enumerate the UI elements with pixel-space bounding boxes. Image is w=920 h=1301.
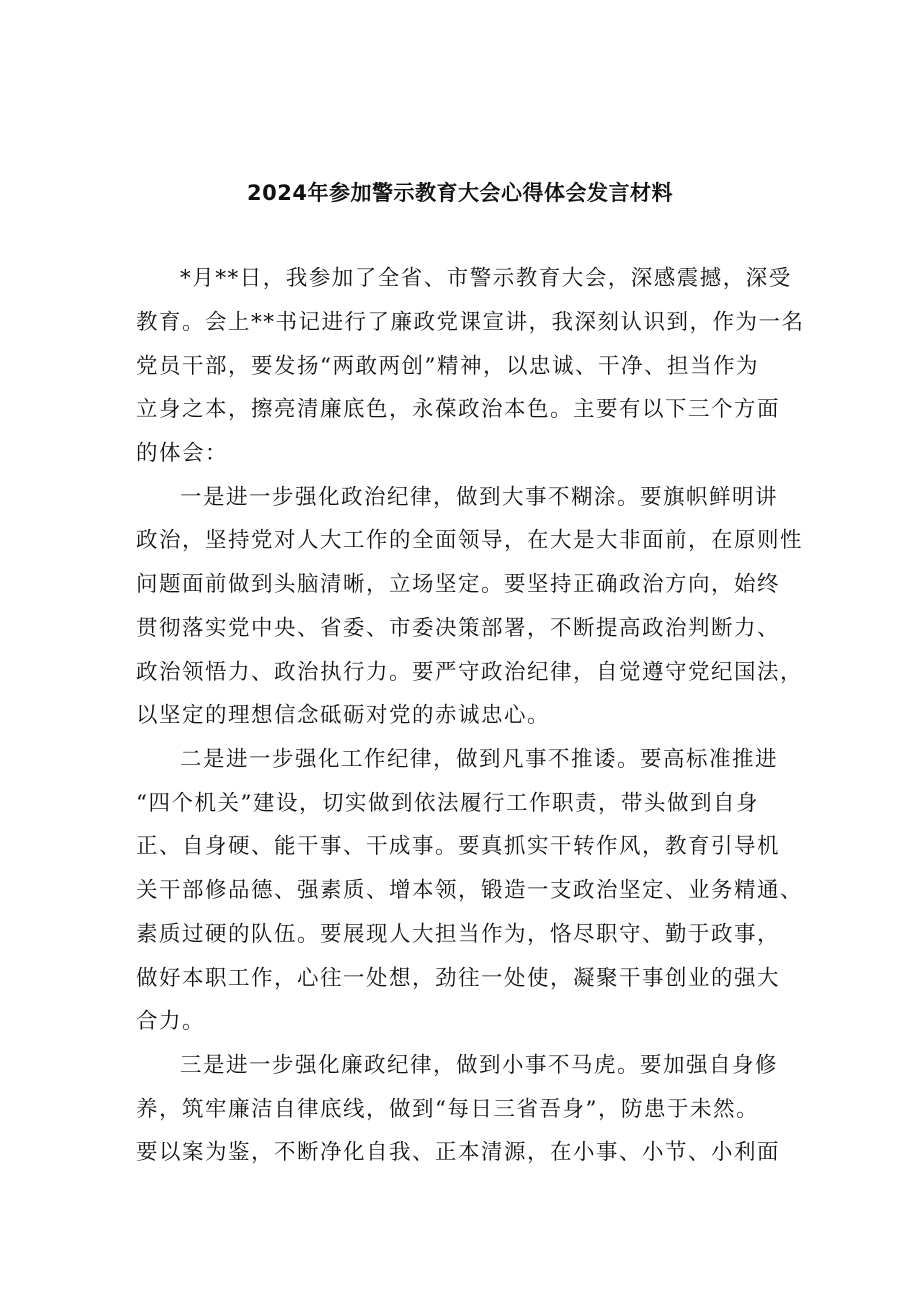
paragraph-1-line-1: *月**日，我参加了全省、市警示教育大会，深感震撼，深受 [180, 266, 792, 291]
paragraph-1-line-4: 立身之本，擦亮清廉底色，永葆政治本色。主要有以下三个方面 [136, 397, 781, 422]
paragraph-2-line-3: 问题面前做到头脑清晰，立场坚定。要坚持正确政治方向，始终 [136, 572, 781, 597]
paragraph-3-line-2: “四个机关”建设，切实做到依法履行工作职责，带头做到自身 [136, 791, 759, 816]
paragraph-1-line-2: 教育。会上**书记进行了廉政党课宣讲，我深刻认识到，作为一名 [136, 310, 805, 335]
paragraph-2-line-5: 政治领悟力、政治执行力。要严守政治纪律，自觉遵守党纪国法， [136, 660, 804, 685]
document-title: 2024年参加警示教育大会心得体会发言材料 [247, 181, 673, 205]
paragraph-3-line-6: 做好本职工作，心往一处想，劲往一处使，凝聚干事创业的强大 [136, 966, 781, 991]
paragraph-3-line-5: 素质过硬的队伍。要展现人大担当作为，恪尽职守、勤于政事， [136, 922, 781, 947]
paragraph-1-line-5: 的体会： [136, 441, 229, 466]
paragraph-3-line-3: 正、自身硬、能干事、干成事。要真抓实干转作风，教育引导机 [136, 834, 781, 859]
paragraph-2-line-6: 以坚定的理想信念砥砺对党的赤诚忠心。 [136, 703, 551, 728]
paragraph-2-line-1: 一是进一步强化政治纪律，做到大事不糊涂。要旗帜鲜明讲 [180, 485, 779, 510]
paragraph-3-line-4: 关干部修品德、强素质、增本领，锻造一支政治坚定、业务精通、 [136, 878, 804, 903]
paragraph-1-line-3: 党员干部，要发扬“两敢两创”精神，以忠诚、干净、担当作为 [136, 354, 759, 379]
paragraph-4-line-2: 养，筑牢廉洁自律底线，做到“每日三省吾身”，防患于未然。 [136, 1097, 759, 1122]
paragraph-2-line-2: 政治，坚持党对人大工作的全面领导，在大是大非面前，在原则性 [136, 528, 804, 553]
paragraph-3-line-7: 合力。 [136, 1009, 206, 1034]
paragraph-2-line-4: 贯彻落实党中央、省委、市委决策部署，不断提高政治判断力、 [136, 616, 781, 641]
paragraph-4-line-1: 三是进一步强化廉政纪律，做到小事不马虎。要加强自身修 [180, 1053, 779, 1078]
paragraph-3-line-1: 二是进一步强化工作纪律，做到凡事不推诿。要高标准推进 [180, 747, 779, 772]
paragraph-4-line-3: 要以案为鉴，不断净化自我、正本清源，在小事、小节、小利面 [136, 1140, 781, 1165]
